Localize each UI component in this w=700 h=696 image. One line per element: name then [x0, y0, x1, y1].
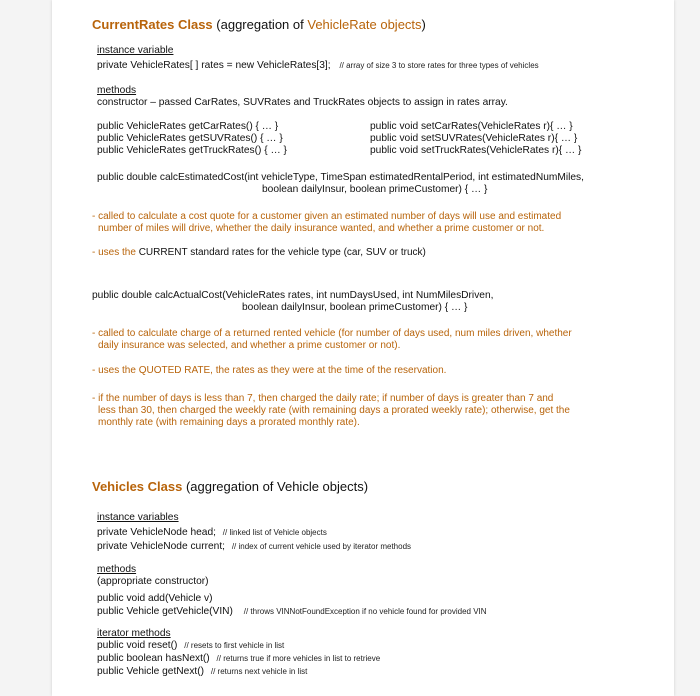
currentrates-title-post: ) — [421, 17, 426, 32]
vehicles-getvehicle-line — [97, 606, 487, 618]
vehicles-getvehicle-code: public Vehicle getVehicle(VIN) — [97, 606, 233, 617]
calc-estimated-line-1: public double calcEstimatedCost(int vehicleType, TimeSpan estimatedRentalPeriod, int estimatedNumMiles, — [97, 172, 584, 183]
vehicles-head-line — [97, 527, 327, 539]
estimated-note-2-rest: CURRENT standard rates for the vehicle type (car, SUV or truck) — [138, 247, 426, 258]
getter-truck: public VehicleRates getTruckRates() { … } — [97, 145, 287, 156]
iterator-methods-label: iterator methods — [97, 628, 171, 639]
calc-estimated-line-2: boolean dailyInsur, boolean primeCustomer) { … } — [262, 184, 488, 195]
currentrates-title: CurrentRates Class — [92, 17, 213, 32]
actual-note-2: - uses the QUOTED RATE, the rates as they were at the time of the reservation. — [92, 365, 447, 376]
iterator-hasnext-code: public boolean hasNext() — [97, 653, 210, 664]
vehicles-head-code: private VehicleNode head; — [97, 527, 216, 538]
iterator-reset-line — [97, 640, 284, 652]
setter-truck: public void setTruckRates(VehicleRates r){ … } — [370, 145, 582, 156]
rates-instance-code: private VehicleRates[ ] rates = new VehicleRates[3]; — [97, 60, 331, 71]
rates-constructor-line: constructor – passed CarRates, SUVRates and TruckRates objects to assign in rates array. — [97, 97, 508, 108]
iterator-getnext-comment: // returns next vehicle in list — [210, 667, 308, 676]
actual-note-3a: - if the number of days is less than 7, then charged the daily rate; if number of days is greater than 7 and — [92, 393, 554, 404]
calc-actual-line-2: boolean dailyInsur, boolean primeCustomer) { … } — [242, 302, 468, 313]
vehicles-methods-label: methods — [97, 564, 137, 575]
rates-methods-label: methods — [97, 85, 137, 96]
estimated-note-1a: - called to calculate a cost quote for a customer given an estimated number of days will use and estimated — [92, 211, 562, 222]
calc-actual-line-1: public double calcActualCost(VehicleRates rates, int numDaysUsed, int NumMilesDriven, — [92, 290, 494, 301]
iterator-hasnext-comment: // returns true if more vehicles in list to retrieve — [216, 654, 381, 663]
vehicles-title: Vehicles Class — [92, 479, 183, 494]
actual-note-1b: daily insurance was selected, and whether a prime customer or not). — [98, 340, 401, 351]
vehicles-getvehicle-comment: // throws VINNotFoundException if no vehicle found for provided VIN — [243, 607, 487, 616]
setter-car: public void setCarRates(VehicleRates r){ … } — [370, 121, 573, 132]
setter-suv: public void setSUVRates(VehicleRates r){ … } — [370, 133, 578, 144]
vehicles-current-code: private VehicleNode current; — [97, 541, 225, 552]
vehicles-current-comment: // index of current vehicle used by iterator methods — [231, 542, 412, 551]
actual-note-3c: monthly rate (with remaining days a prorated monthly rate). — [98, 417, 360, 428]
estimated-note-2-prefix: - uses the — [92, 247, 139, 258]
vehicles-add-method: public void add(Vehicle v) — [97, 593, 213, 604]
rates-instance-line — [97, 60, 539, 72]
actual-note-3b: less than 30, then charged the weekly rate (with remaining days a prorated weekly rate); otherwise, get the — [98, 405, 570, 416]
vehicles-title-rest: (aggregation of Vehicle objects) — [182, 479, 369, 494]
vehicles-head-comment: // linked list of Vehicle objects — [222, 528, 327, 537]
iterator-hasnext-line — [97, 653, 380, 665]
rates-instance-label: instance variable — [97, 45, 174, 56]
currentrates-title-pre: (aggregation of — [216, 17, 308, 32]
vehicles-instance-label: instance variables — [97, 512, 179, 523]
estimated-note-1b: number of miles will drive, whether the daily insurance wanted, and whether a prime customer or not. — [98, 223, 545, 234]
vehicles-constructor: (appropriate constructor) — [97, 576, 209, 587]
getter-car: public VehicleRates getCarRates() { … } — [97, 121, 279, 132]
document-page — [52, 0, 674, 696]
vehicles-heading — [92, 479, 368, 495]
iterator-getnext-code: public Vehicle getNext() — [97, 666, 205, 677]
rates-instance-comment: // array of size 3 to store rates for three types of vehicles — [339, 61, 539, 70]
actual-note-1a: - called to calculate charge of a returned rented vehicle (for number of days used, num miles driven, whether — [92, 328, 572, 339]
iterator-reset-code: public void reset() — [97, 640, 178, 651]
vehicles-current-line — [97, 541, 411, 553]
iterator-reset-comment: // resets to first vehicle in list — [184, 641, 285, 650]
estimated-note-2 — [92, 247, 426, 259]
iterator-getnext-line — [97, 666, 307, 678]
getter-suv: public VehicleRates getSUVRates() { … } — [97, 133, 283, 144]
vehiclerate-link-text: VehicleRate objects — [307, 17, 422, 32]
currentrates-heading — [92, 17, 426, 33]
